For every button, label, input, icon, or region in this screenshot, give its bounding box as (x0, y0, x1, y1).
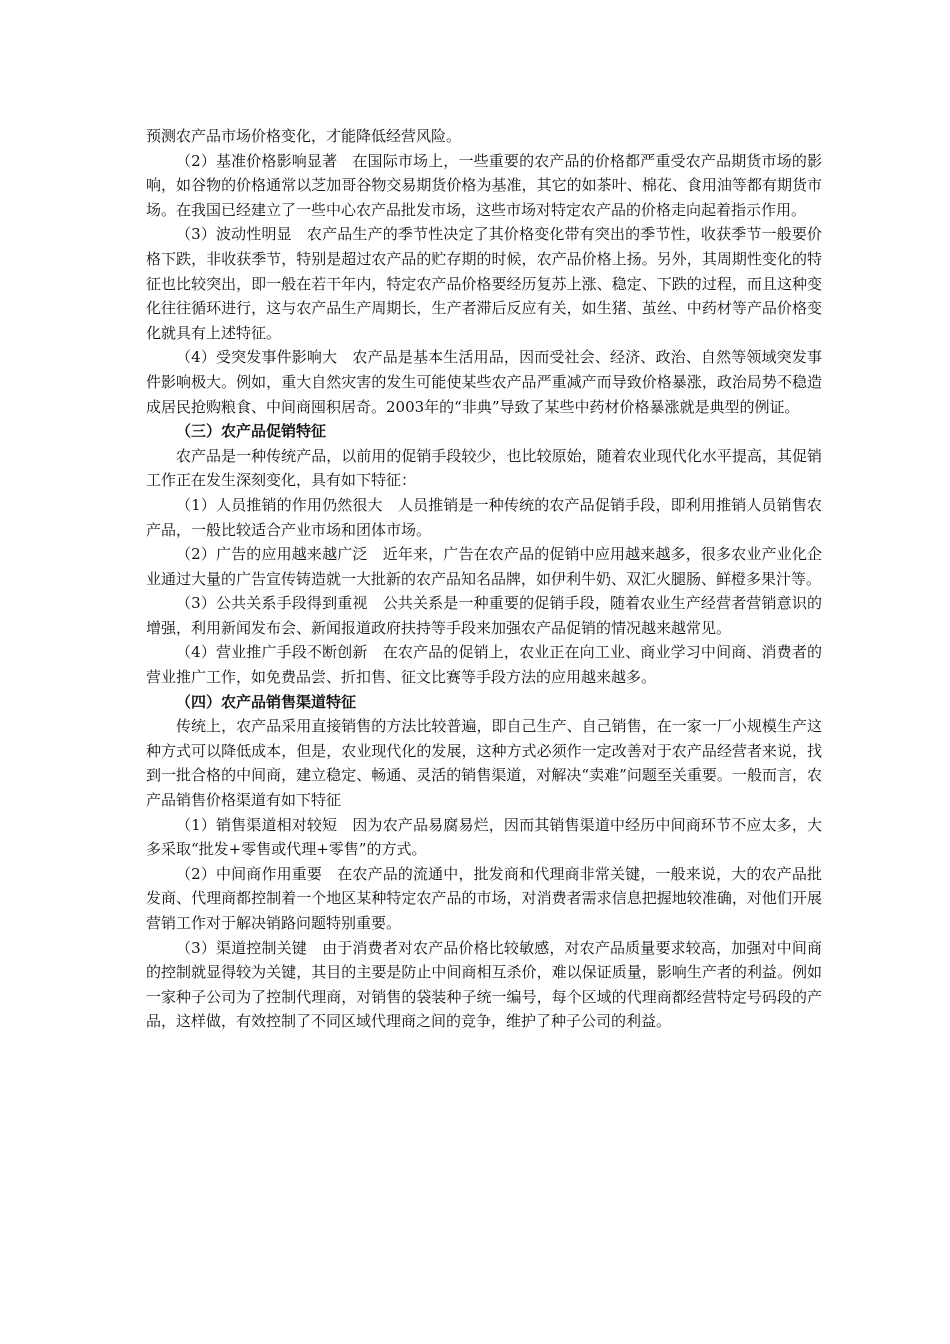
paragraph-channel-control: （3）渠道控制关键 由于消费者对农产品价格比较敏感，对农产品质量要求较高，加强对中间商的控制就显得较为关键，其目的主要是防止中间商相互杀价，难以保证质量，影响生产者的利益。例如一家种子公司为了控制代理商，对销售的袋装种子统一编号，每个区域的代理商都经营特定号码段的产品，这样做，有效控制了不同区域代理商之间的竞争，维护了种子公司的利益。 (146, 938, 822, 1031)
paragraph-intermediaries: （2）中间商作用重要 在农产品的流通中，批发商和代理商非常关键，一般来说，大的农产品批发商、代理商都控制着一个地区某种特定农产品的市场，对消费者需求信息把握地较准确，对他们开展营销工作对于解决销路问题特别重要。 (146, 864, 822, 932)
paragraph-intro-continuation: 预测农产品市场价格变化，才能降低经营风险。 (146, 127, 462, 145)
paragraph-short-channels: （1）销售渠道相对较短 因为农产品易腐易烂，因而其销售渠道中经历中间商环节不应太多，大多采取“批发+零售或代理+零售”的方式。 (146, 815, 822, 859)
paragraph-advertising: （2）广告的应用越来越广泛 近年来，广告在农产品的促销中应用越来越多，很多农业产业化企业通过大量的广告宣传铸造就一大批新的农产品知名品牌，如伊利牛奶、双汇火腿肠、鲜橙多果汁等。 (146, 545, 822, 588)
section-heading-channels: （四）农产品销售渠道特征 (176, 692, 357, 711)
paragraph-promotion-intro: 农产品是一种传统产品，以前用的促销手段较少，也比较原始，随着农业现代化水平提高，其促销工作正在发生深刻变化，具有如下特征： (146, 446, 822, 490)
paragraph-emergency-impact: （4）受突发事件影响大 农产品是基本生活用品，因而受社会、经济、政治、自然等领域突发事件影响极大。例如，重大自然灾害的发生可能使某些农产品严重减产而导致价格暴涨，政治局势不稳造成居民抢购粮食、中间商囤积居奇。2003年的“非典”导致了某些中药材价格暴涨就是典型的例证。 (146, 348, 822, 416)
paragraph-channels-intro: 传统上，农产品采用直接销售的方法比较普遍，即自己生产、自己销售，在一家一厂小规模生产这种方式可以降低成本，但是，农业现代化的发展，这种方式必须作一定改善对于农产品经营者来说，找到一批合格的中间商，建立稳定、畅通、灵活的销售渠道，对解决“卖难”问题至关重要。一般而言，农产品销售价格渠道有如下特征 (146, 717, 822, 810)
paragraph-public-relations: （3）公共关系手段得到重视 公共关系是一种重要的促销手段，随着农业生产经营者营销意识的增强，利用新闻发布会、新闻报道政府扶持等手段来加强农产品促销的情况越来越常见。 (146, 594, 822, 637)
paragraph-sales-promotion: （4）营业推广手段不断创新 在农产品的促销上，农业正在向工业、商业学习中间商、消费者的营业推广工作，如免费品尝、折扣售、征文比赛等手段方法的应用越来越多。 (146, 643, 822, 687)
paragraph-benchmark-price: （2）基准价格影响显著 在国际市场上，一些重要的农产品的价格都严重受农产品期货市场的影响，如谷物的价格通常以芝加哥谷物交易期货价格为基准，其它的如茶叶、棉花、食用油等都有期货市场。在我国已经建立了一些中心农产品批发市场，这些市场对特定农产品的价格走向起着指示作用。 (146, 151, 822, 219)
document-body (146, 124, 822, 1034)
section-heading-promotion: （三）农产品促销特征 (176, 422, 327, 441)
paragraph-personal-selling: （1）人员推销的作用仍然很大 人员推销是一种传统的农产品促销手段，即利用推销人员销售农产品，一般比较适合产业市场和团体市场。 (146, 495, 822, 539)
paragraph-volatility: （3）波动性明显 农产品生产的季节性决定了其价格变化带有突出的季节性，收获季节一般要价格下跌，非收获季节，特别是超过农产品的贮存期的时候，农产品价格上扬。另外，其周期性变化的特征也比较突出，即一般在若干年内，特定农产品价格要经历复苏上涨、稳定、下跌的过程，而且这种变化往往循环进行，这与农产品生产周期长，生产者滞后反应有关，如生猪、茧丝、中药材等产品价格变化就具有上述特征。 (146, 225, 822, 342)
